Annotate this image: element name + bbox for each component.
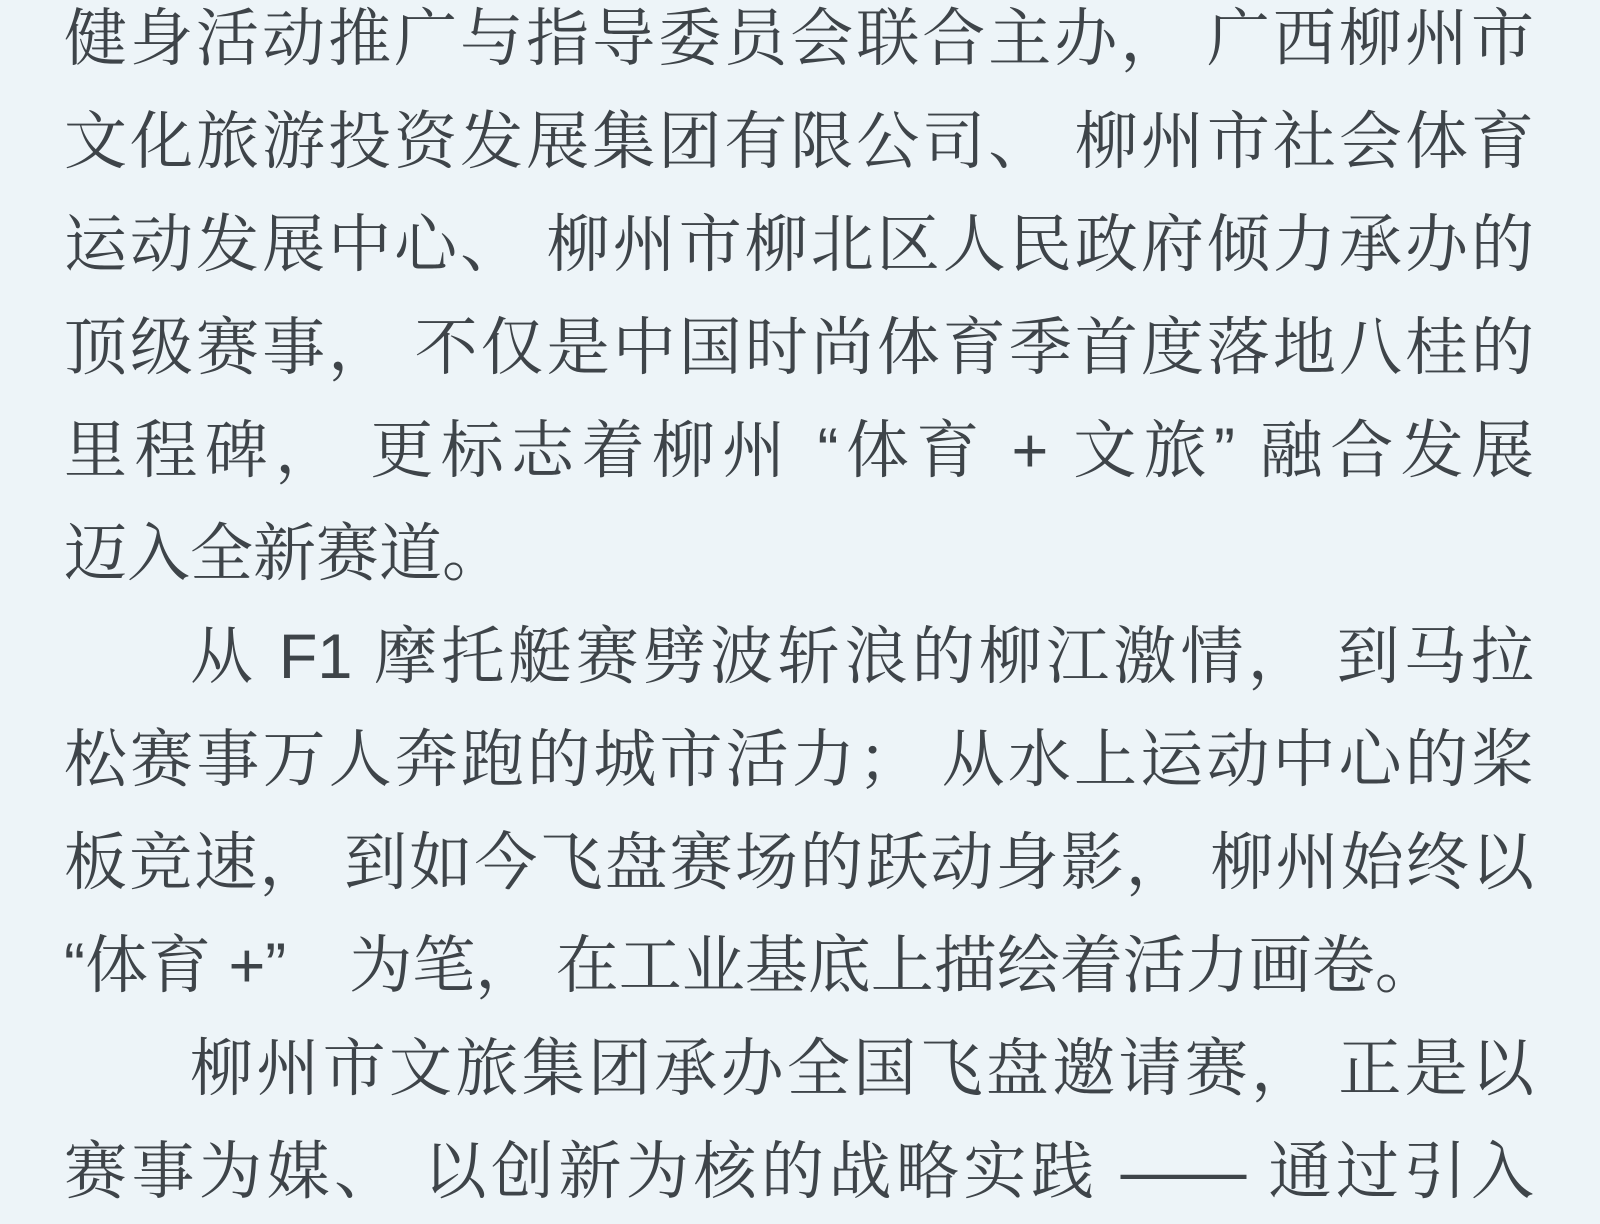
text-line-12: 赛事为媒、 以创新为核的战略实践 —— 通过引入 — [64, 1137, 1534, 1207]
text-line-2: 文化旅游投资发展集团有限公司、 柳州市社会体育 — [64, 107, 1534, 177]
text-line-3: 运动发展中心、 柳州市柳北区人民政府倾力承办的 — [64, 210, 1534, 280]
text-line-11: 柳州市文旅集团承办全国飞盘邀请赛， 正是以 — [190, 1034, 1534, 1104]
text-line-9: 板竞速， 到如今飞盘赛场的跃动身影， 柳州始终以 — [64, 828, 1534, 898]
text-line-8: 松赛事万人奔跑的城市活力； 从水上运动中心的桨 — [64, 725, 1534, 795]
text-line-1: 健身活动推广与指导委员会联合主办， 广西柳州市 — [64, 4, 1534, 74]
article-body — [64, 0, 1534, 1224]
text-line-4: 顶级赛事， 不仅是中国时尚体育季首度落地八桂的 — [64, 313, 1534, 383]
text-line-5: 里程碑， 更标志着柳州 “体育 + 文旅” 融合发展 — [64, 416, 1534, 486]
text-line-6: 迈入全新赛道。 — [64, 519, 505, 589]
text-line-10: “体育 +” 为笔， 在工业基底上描绘着活力画卷。 — [64, 931, 1438, 1001]
text-line-7: 从 F1 摩托艇赛劈波斩浪的柳江激情， 到马拉 — [190, 622, 1534, 692]
